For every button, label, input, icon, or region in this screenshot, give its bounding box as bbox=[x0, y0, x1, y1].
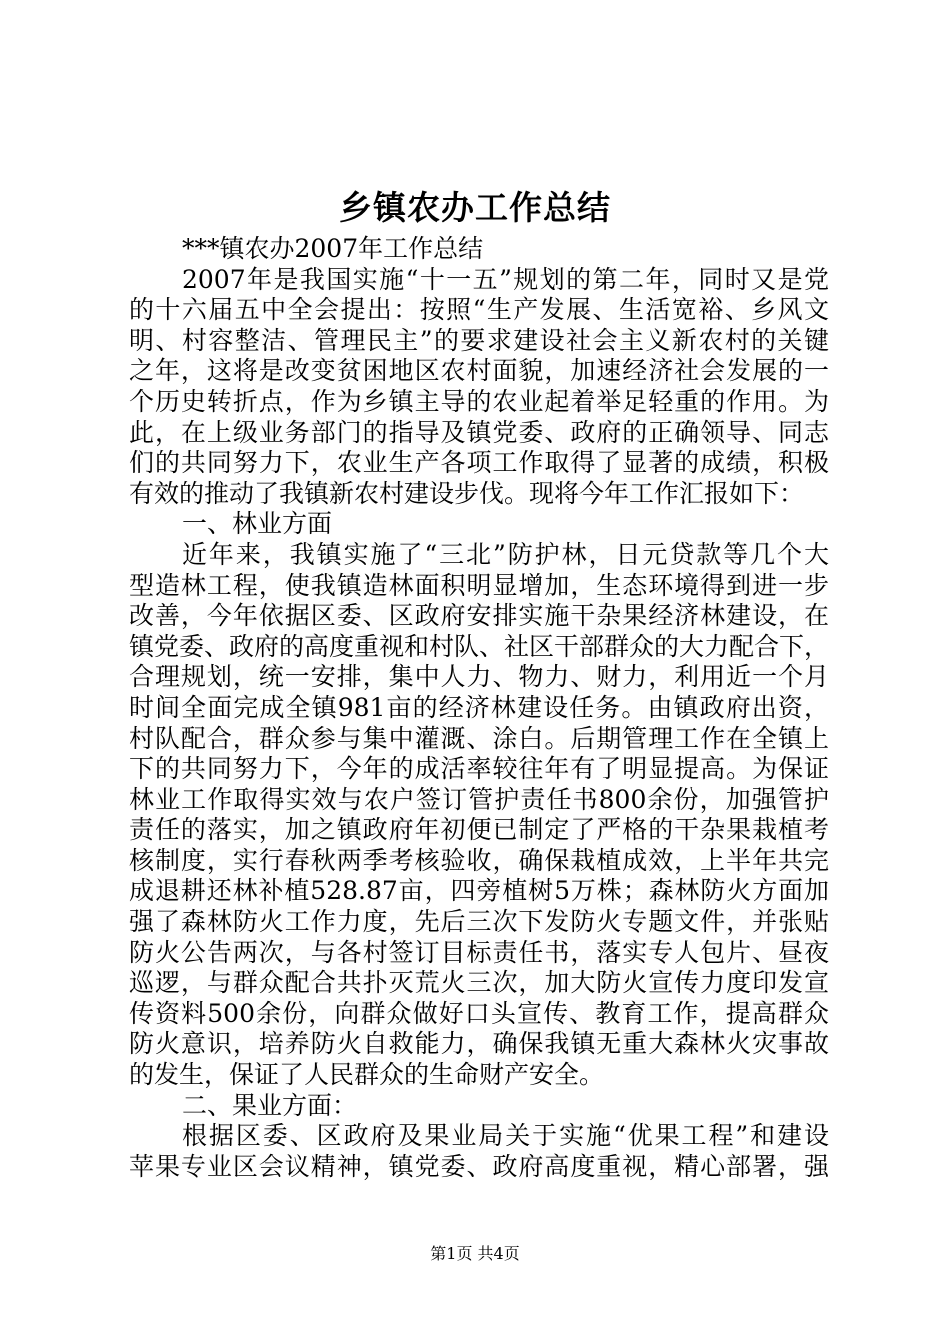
text-line: 的十六届五中全会提出：按照“生产发展、生活宽裕、乡风文 bbox=[129, 295, 829, 325]
text-line: 传资料500余份，向群众做好口头宣传、教育工作，提高群众 bbox=[129, 998, 829, 1028]
text-line: 苹果专业区会议精神，镇党委、政府高度重视，精心部署，强 bbox=[129, 1151, 829, 1181]
text-line: 时间全面完成全镇981亩的经济林建设任务。由镇政府出资， bbox=[129, 692, 829, 722]
text-line: 有效的推动了我镇新农村建设步伐。现将今年工作汇报如下： bbox=[129, 478, 805, 508]
text-line: 核制度，实行春秋两季考核验收，确保栽植成效，上半年共完 bbox=[129, 845, 829, 875]
text-line: 的发生，保证了人民群众的生命财产安全。 bbox=[129, 1060, 605, 1090]
text-line: 合理规划，统一安排，集中人力、物力、财力，利用近一个月 bbox=[129, 662, 829, 692]
text-line: 型造林工程，使我镇造林面积明显增加，生态环境得到进一步 bbox=[129, 570, 829, 600]
document-title: 乡镇农办工作总结 bbox=[339, 188, 611, 227]
text-line: 改善，今年依据区委、区政府安排实施干杂果经济林建设，在 bbox=[129, 601, 829, 631]
text-line: 根据区委、区政府及果业局关于实施“优果工程”和建设 bbox=[182, 1121, 829, 1151]
text-line: 成退耕还林补植528.87亩，四旁植树5万株；森林防火方面加 bbox=[129, 876, 829, 906]
text-line: 防火公告两次，与各村签订目标责任书，落实专人包片、昼夜 bbox=[129, 937, 829, 967]
document-body bbox=[129, 234, 829, 1182]
text-line: 此，在上级业务部门的指导及镇党委、政府的正确领导、同志 bbox=[129, 417, 829, 447]
text-line: 村队配合，群众参与集中灌溉、涂白。后期管理工作在全镇上 bbox=[129, 723, 829, 753]
text-line: 个历史转折点，作为乡镇主导的农业起着举足轻重的作用。为 bbox=[129, 386, 829, 416]
text-line: 之年，这将是改变贫困地区农村面貌，加速经济社会发展的一 bbox=[129, 356, 829, 386]
text-line: 明、村容整洁、管理民主”的要求建设社会主义新农村的关键 bbox=[129, 325, 829, 355]
text-line: ***镇农办2007年工作总结 bbox=[182, 234, 484, 263]
text-line: 责任的落实，加之镇政府年初便已制定了严格的干杂果栽植考 bbox=[129, 815, 829, 845]
text-line: 防火意识，培养防火自救能力，确保我镇无重大森林火灾事故 bbox=[129, 1029, 829, 1059]
text-line: 镇党委、政府的高度重视和村队、社区干部群众的大力配合下， bbox=[129, 631, 830, 661]
page-footer: 第1页 共4页 bbox=[430, 1244, 520, 1263]
text-line: 一、林业方面 bbox=[182, 509, 333, 539]
text-line: 们的共同努力下，农业生产各项工作取得了显著的成绩，积极 bbox=[129, 448, 829, 478]
text-line: 巡逻，与群众配合共扑灭荒火三次，加大防火宣传力度印发宣 bbox=[129, 968, 829, 998]
text-line: 2007年是我国实施“十一五”规划的第二年，同时又是党 bbox=[182, 264, 829, 294]
text-line: 林业工作取得实效与农户签订管护责任书800余份，加强管护 bbox=[129, 784, 829, 814]
text-line: 近年来，我镇实施了“三北”防护林，日元贷款等几个大 bbox=[182, 539, 829, 569]
text-line: 下的共同努力下，今年的成活率较往年有了明显提高。为保证 bbox=[129, 754, 829, 784]
text-line: 二、果业方面： bbox=[182, 1090, 358, 1120]
text-line: 强了森林防火工作力度，先后三次下发防火专题文件，并张贴 bbox=[129, 907, 829, 937]
